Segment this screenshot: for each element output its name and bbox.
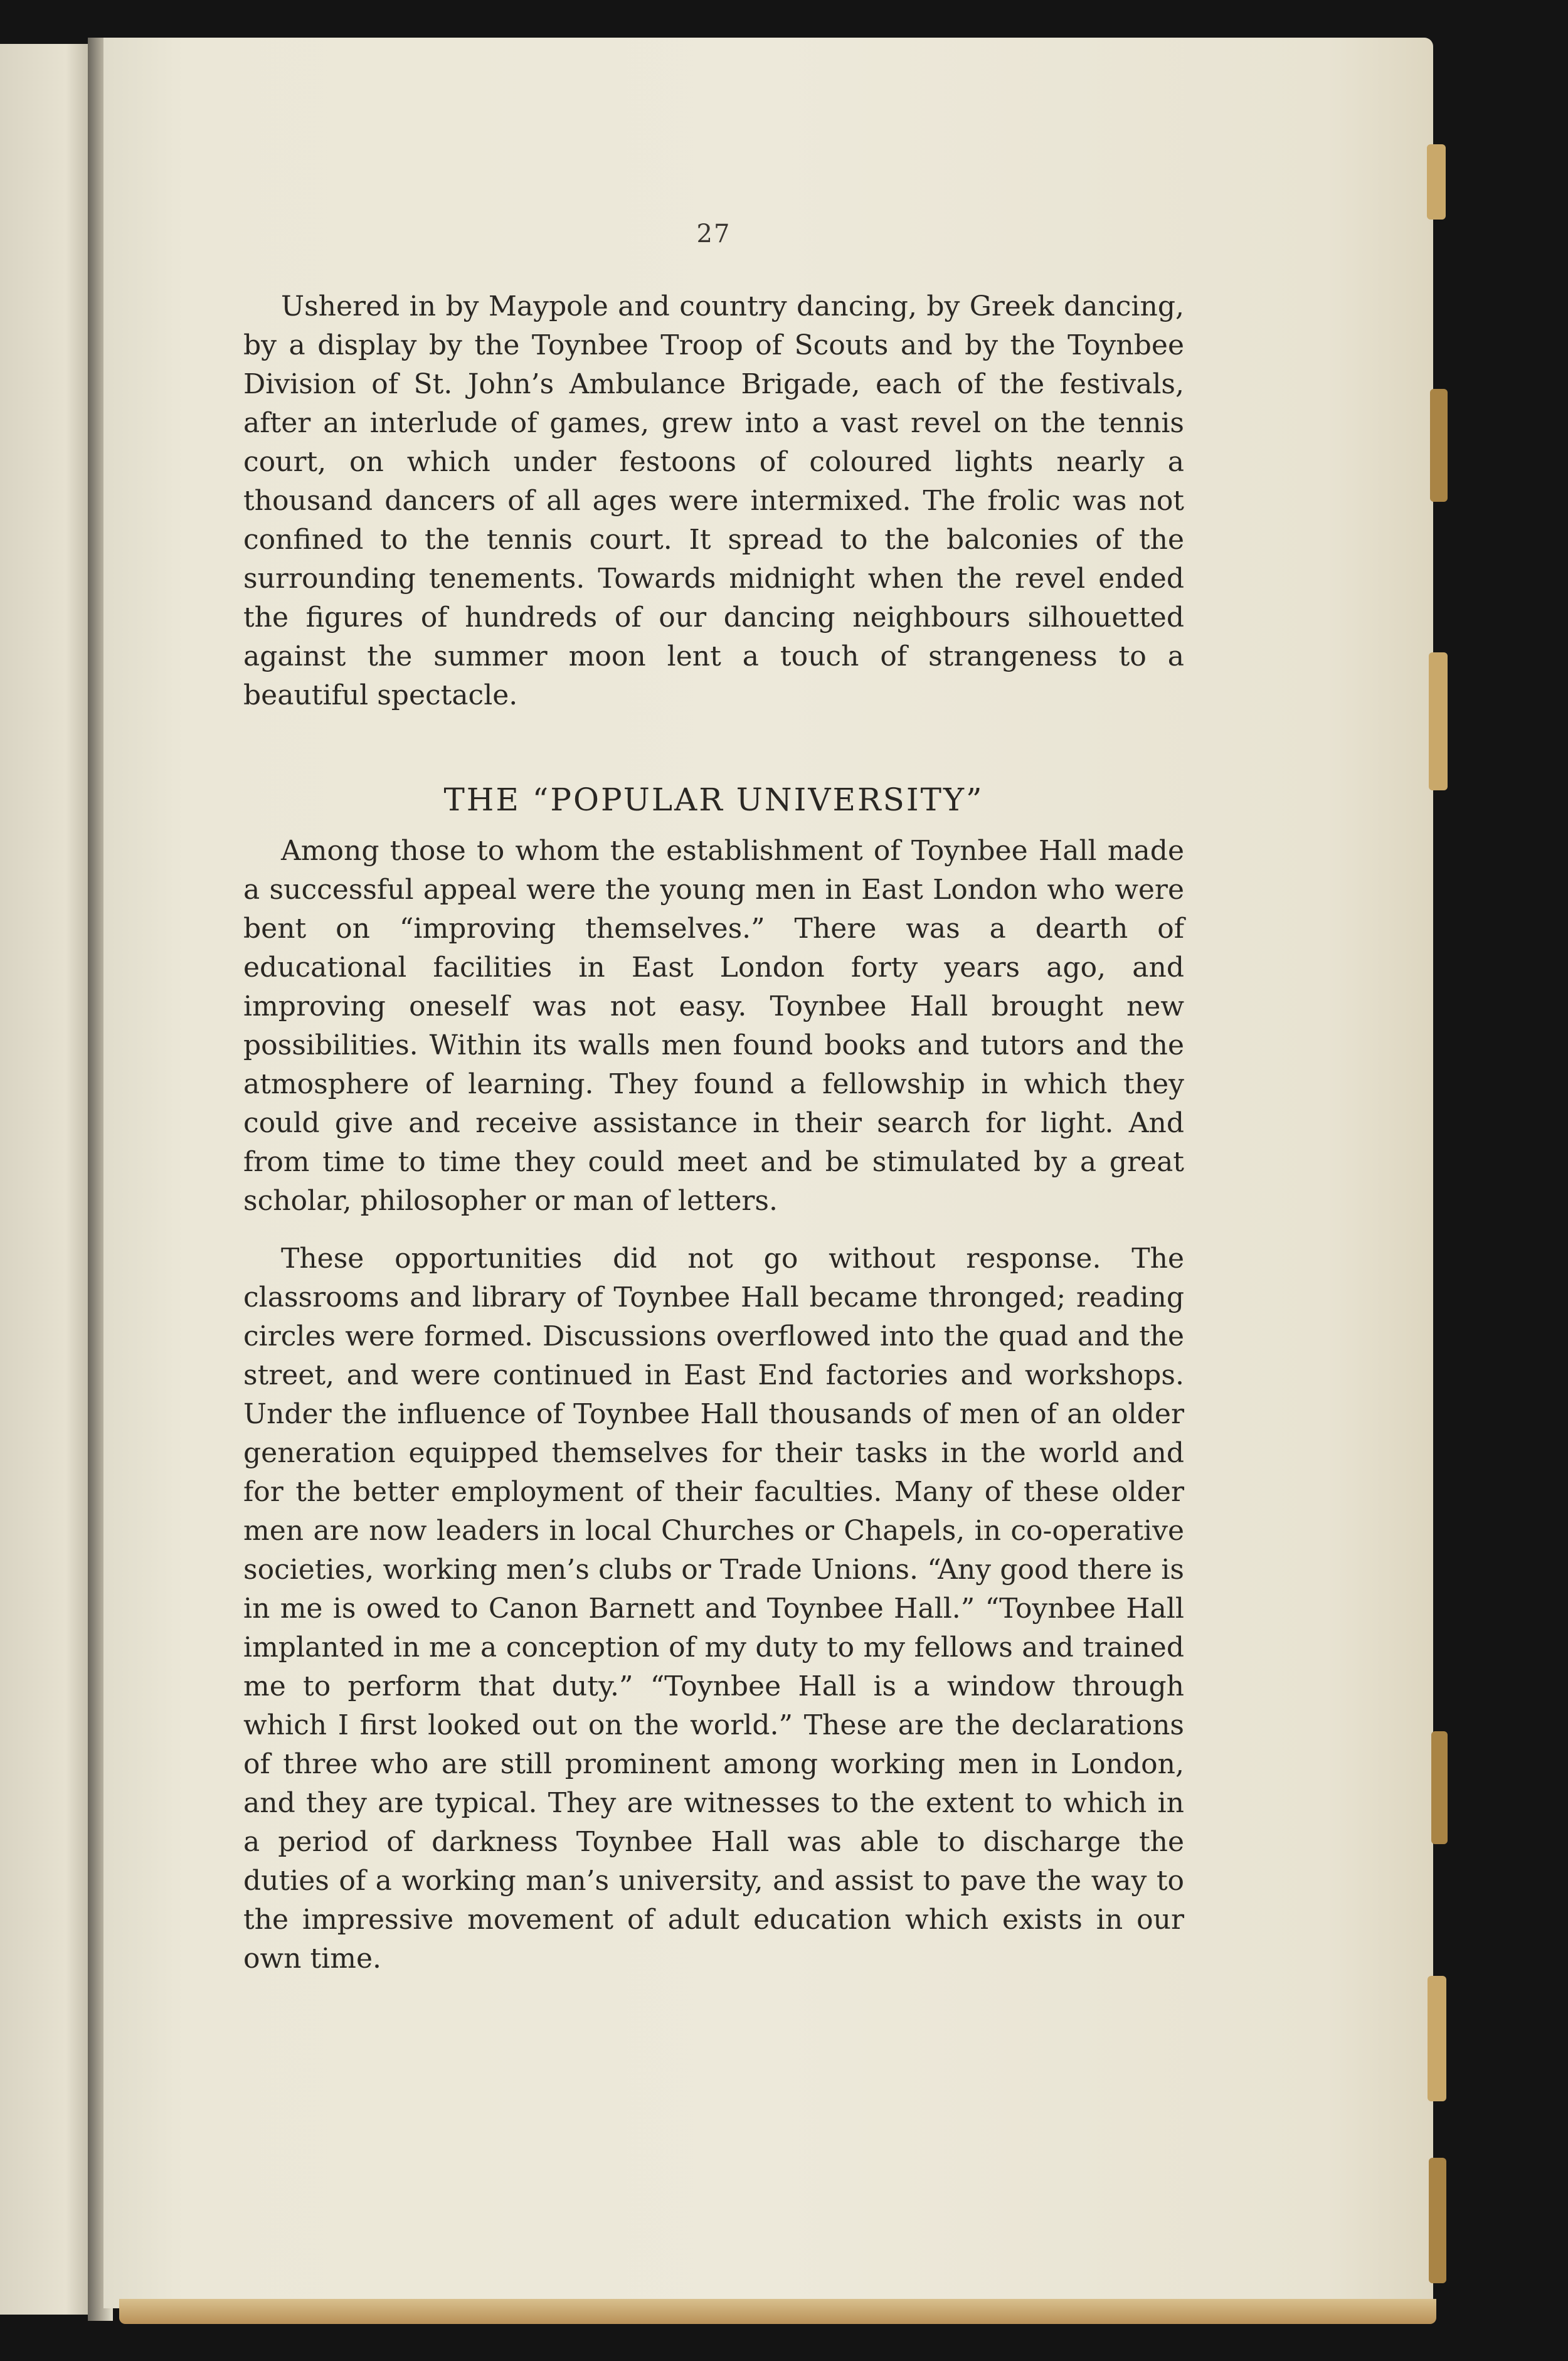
paragraph-festivals: Ushered in by Maypole and country dancing, by Greek dancing, by a display by the Toynbee Troop of Scouts and by the Toynbee Division of St. John’s Ambulance Brigade, each of the festivals, after an interlude of games, grew into a vast revel on the tennis court, on which under festoons of coloured lights nearly a thousand dancers of all ages were intermixed. The frolic was not confined to the tennis court. It spread to the balconies of the surrounding tenements. Towards midnight when the revel ended the figures of hundreds of our dancing neighbours silhouetted against the summer moon lent a touch of strangeness to a beautiful spectacle. xyxy=(243,290,1184,711)
page-number: 27 xyxy=(696,220,731,248)
page-bottom-edge xyxy=(119,2299,1436,2324)
paragraph-opportunities: These opportunities did not go without response. The classrooms and library of Toynbee Hall became thronged; reading circles were formed. Discussions overflowed into the quad and the street, and were continued in East End factories and workshops. Under the influence of Toynbee Hall thousands of men of an older generation equipped themselves for their tasks in the world and for the better employment of their faculties. Many of these older men are now leaders in local Churches or Chapels, in co-operative societies, working men’s clubs or Trade Unions. “Any good there is in me is owed to Canon Barnett and Toynbee Hall.” “Toynbee Hall implanted in me a conception of my duty to my fellows and trained me to perform that duty.” “Toynbee Hall is a window through which I first looked out on the world.” These are the declarations of three who are still prominent among working men in London, and they are typical. They are witnesses to the extent to which in a period of darkness Toynbee Hall was able to discharge the duties of a working man’s university, and assist to pave the way to the impressive movement of adult education which exists in our own time. xyxy=(243,1243,1184,1975)
page-edge-tab xyxy=(1429,652,1448,790)
page-edge-tab xyxy=(1430,389,1448,502)
paragraph-improving-themselves: Among those to whom the establishment of Toynbee Hall made a successful appeal were the young men in East London who were bent on “improving themselves.” There was a dearth of educational facilities in East London forty years ago, and improving oneself was not easy. Toynbee Hall brought new possibilities. Within its walls men found books and tutors and the atmosphere of learning. They found a fellowship in which they could give and receive assistance in their search for light. And from time to time they could meet and be stimulated by a great scholar, philosopher or man of letters. xyxy=(243,835,1184,1217)
page-content xyxy=(243,220,1184,1978)
section-heading: THE “POPULAR UNIVERSITY” xyxy=(443,782,984,818)
page-edge-tab xyxy=(1431,1731,1448,1844)
page-edge-tab xyxy=(1427,144,1446,220)
previous-page-edge xyxy=(0,44,94,2315)
page-edge-tab xyxy=(1429,2158,1446,2283)
page-edge-tab xyxy=(1428,1976,1446,2101)
